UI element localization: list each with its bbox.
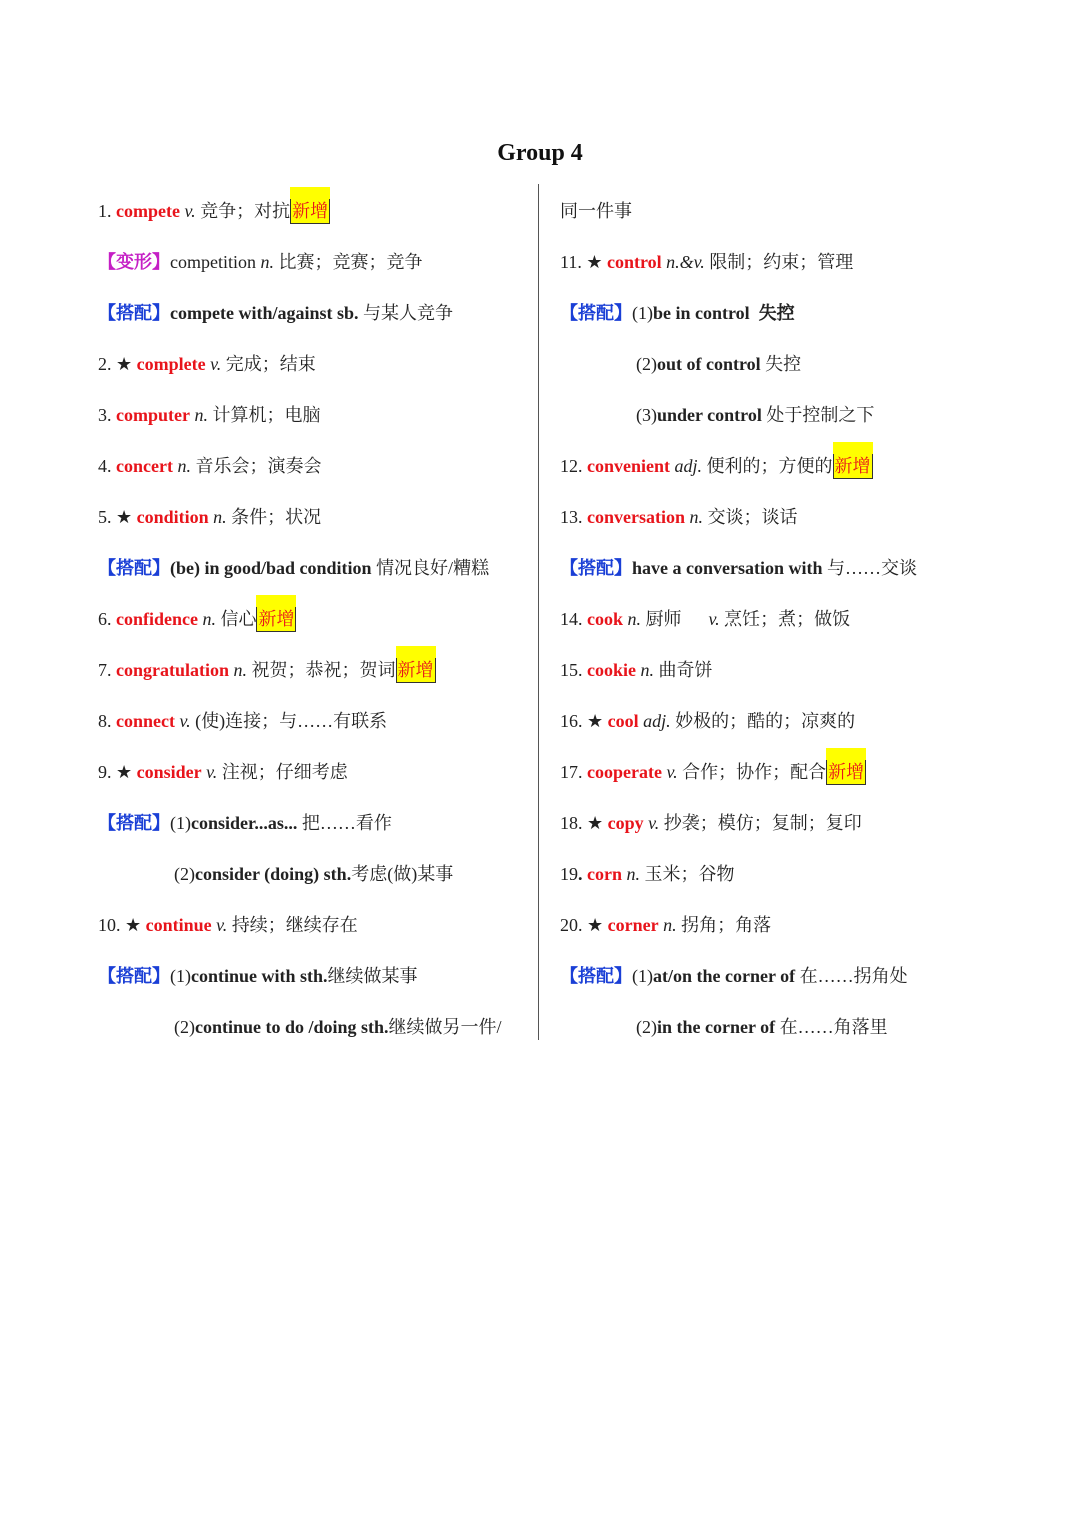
- phrase: in the corner of: [657, 1017, 776, 1037]
- item-prefix: (1): [632, 303, 653, 323]
- star-icon: ★: [125, 915, 146, 935]
- entry-condition: [98, 496, 528, 547]
- entry-number: 17.: [560, 762, 587, 782]
- entry-consider: [98, 751, 528, 802]
- definition: 继续做另一件/: [388, 1017, 502, 1037]
- definition: 失控: [758, 303, 795, 323]
- definition: 信心: [215, 609, 257, 629]
- page-title: Group 4: [497, 140, 583, 166]
- entry-number: 13.: [560, 507, 587, 527]
- headword: cooperate: [587, 762, 662, 782]
- entry-number: 3.: [98, 405, 116, 425]
- phrase: continue with sth.: [191, 966, 328, 986]
- collocation-in-control: [560, 292, 1040, 343]
- collocation-at-corner: [560, 955, 1040, 1006]
- entry-concert: [98, 445, 528, 496]
- entry-number: 18.: [560, 813, 587, 833]
- part-of-speech: n.: [233, 660, 248, 680]
- definition: 妙极的；酷的；凉爽的: [670, 711, 856, 731]
- item-prefix: (1): [170, 813, 191, 833]
- definition: 在……角落里: [775, 1017, 888, 1037]
- phrase: at/on the corner of: [653, 966, 796, 986]
- definition: 考虑(做)某事: [351, 864, 454, 884]
- star-icon: ★: [587, 711, 608, 731]
- definition: 曲奇饼: [654, 660, 713, 680]
- entry-corn: [560, 853, 1040, 904]
- definition: 限制；约束；管理: [704, 252, 854, 272]
- entry-convenient: [560, 445, 1040, 496]
- entry-copy: [560, 802, 1040, 853]
- phrase: (be) in good/bad condition: [170, 558, 372, 578]
- star-icon: ★: [116, 354, 137, 374]
- entry-number: 4.: [98, 456, 116, 476]
- entry-computer: [98, 394, 528, 445]
- right-column: [560, 190, 1040, 1057]
- definition: 厨师: [641, 609, 682, 629]
- headword: computer: [116, 405, 190, 425]
- definition: 抄袭；模仿；复制；复印: [659, 813, 862, 833]
- part-of-speech: n.: [663, 915, 677, 935]
- definition: 便利的；方便的: [702, 456, 833, 476]
- definition: 持续；继续存在: [227, 915, 358, 935]
- entry-number: 12.: [560, 456, 587, 476]
- collocation-tag: 【搭配】: [560, 558, 632, 578]
- part-of-speech: n.: [640, 660, 654, 680]
- definition: 合作；协作；配合: [677, 762, 827, 782]
- star-icon: ★: [587, 915, 608, 935]
- headword: condition: [136, 507, 209, 527]
- phrase: under control: [657, 405, 762, 425]
- entry-number: 6.: [98, 609, 116, 629]
- definition: 条件；状况: [226, 507, 322, 527]
- headword: copy: [607, 813, 644, 833]
- collocation-tag: 【搭配】: [98, 813, 170, 833]
- entry-number: 10.: [98, 915, 125, 935]
- part-of-speech: v.: [666, 762, 678, 782]
- definition: 在……拐角处: [795, 966, 908, 986]
- collocation-tag: 【搭配】: [98, 303, 170, 323]
- definition: 计算机；电脑: [207, 405, 321, 425]
- phrase: compete with/against sb.: [170, 303, 359, 323]
- definition: 失控: [760, 354, 802, 374]
- variant-word: competition: [170, 252, 256, 272]
- entry-connect: [98, 700, 528, 751]
- definition-2: 烹饪；煮；做饭: [719, 609, 851, 629]
- part-of-speech: v.: [179, 711, 191, 731]
- headword: cool: [607, 711, 639, 731]
- headword: convenient: [587, 456, 670, 476]
- definition: 玉米；谷物: [640, 864, 735, 884]
- part-of-speech: n.: [627, 609, 641, 629]
- item-prefix: (1): [170, 966, 191, 986]
- definition: 与……交谈: [822, 558, 917, 578]
- phrase: consider (doing) sth.: [195, 864, 352, 884]
- entry-number: 20.: [560, 915, 587, 935]
- headword: conversation: [587, 507, 685, 527]
- entry-control: [560, 241, 1040, 292]
- headword: cook: [587, 609, 623, 629]
- definition: 交谈；谈话: [703, 507, 798, 527]
- part-of-speech: n.&v.: [666, 252, 705, 272]
- part-of-speech: v.: [184, 201, 196, 221]
- collocation-continue-to-do: [98, 1006, 528, 1057]
- part-of-speech: n.: [177, 456, 191, 476]
- collocation-have-conversation: [560, 547, 1040, 598]
- headword: cookie: [587, 660, 636, 680]
- entry-number: 19: [560, 864, 578, 884]
- part-of-speech: v.: [216, 915, 228, 935]
- definition: 继续做某事: [327, 966, 418, 986]
- part-of-speech: adj.: [674, 456, 703, 476]
- column-divider: [538, 184, 539, 1040]
- part-of-speech: v.: [206, 762, 218, 782]
- headword: compete: [116, 201, 180, 221]
- headword: control: [606, 252, 662, 272]
- entry-number: 9.: [98, 762, 116, 782]
- entry-number: 11.: [560, 252, 587, 272]
- new-badge: 新增: [256, 606, 296, 632]
- star-icon: ★: [116, 507, 137, 527]
- entry-corner: [560, 904, 1040, 955]
- headword: corner: [607, 915, 659, 935]
- phrase: continue to do /doing sth.: [195, 1017, 389, 1037]
- entry-number: 2.: [98, 354, 116, 374]
- collocation-tag: 【搭配】: [98, 558, 170, 578]
- headword: complete: [136, 354, 206, 374]
- phrase: be in control: [653, 303, 750, 323]
- entry-conversation: [560, 496, 1040, 547]
- entry-number: 7.: [98, 660, 116, 680]
- definition: 情况良好/糟糕: [371, 558, 490, 578]
- collocation-out-of-control: [560, 343, 1040, 394]
- entry-number: 1.: [98, 201, 116, 221]
- new-badge: 新增: [833, 453, 873, 479]
- number-dot: .: [578, 864, 587, 884]
- item-prefix: (2): [636, 1017, 657, 1037]
- headword: confidence: [116, 609, 198, 629]
- star-icon: ★: [587, 813, 608, 833]
- headword: congratulation: [116, 660, 230, 680]
- collocation-in-condition: [98, 547, 528, 598]
- collocation-tag: 【搭配】: [560, 303, 632, 323]
- part-of-speech: n.: [260, 252, 274, 272]
- item-prefix: (1): [632, 966, 653, 986]
- new-badge: 新增: [290, 198, 330, 224]
- part-of-speech: n.: [213, 507, 227, 527]
- headword: concert: [116, 456, 173, 476]
- headword: connect: [116, 711, 175, 731]
- headword: continue: [145, 915, 212, 935]
- collocation-tag: 【搭配】: [98, 966, 170, 986]
- collocation-consider-as: [98, 802, 528, 853]
- entry-cook: [560, 598, 1040, 649]
- phrase: out of control: [657, 354, 761, 374]
- entry-complete: [98, 343, 528, 394]
- phrase: have a conversation with: [632, 558, 823, 578]
- item-prefix: (3): [636, 405, 657, 425]
- left-column: [98, 190, 528, 1057]
- part-of-speech: v.: [648, 813, 660, 833]
- collocation-continue-with: [98, 955, 528, 1006]
- new-badge: 新增: [396, 657, 436, 683]
- definition: 拐角；角落: [676, 915, 772, 935]
- entry-congratulation: [98, 649, 528, 700]
- star-icon: ★: [116, 762, 137, 782]
- entry-cookie: [560, 649, 1040, 700]
- entry-cool: [560, 700, 1040, 751]
- definition: 与某人竞争: [358, 303, 453, 323]
- definition: 竞争；对抗: [195, 201, 291, 221]
- definition: 同一件事: [560, 201, 632, 221]
- collocation-consider-doing: [98, 853, 528, 904]
- variant-competition: [98, 241, 528, 292]
- definition: 处于控制之下: [761, 405, 875, 425]
- collocation-tag: 【搭配】: [560, 966, 632, 986]
- part-of-speech: n.: [689, 507, 703, 527]
- phrase: consider...as...: [191, 813, 298, 833]
- entry-number: 14.: [560, 609, 587, 629]
- collocation-under-control: [560, 394, 1040, 445]
- definition: 完成；结束: [221, 354, 316, 374]
- item-prefix: (2): [174, 1017, 195, 1037]
- part-of-speech: v.: [210, 354, 222, 374]
- definition: 注视；仔细考虑: [217, 762, 348, 782]
- definition: 比赛；竞赛；竞争: [273, 252, 423, 272]
- definition: (使)连接；与……有联系: [190, 711, 388, 731]
- entry-continue: [98, 904, 528, 955]
- variant-tag: 【变形】: [98, 252, 170, 272]
- entry-cooperate: [560, 751, 1040, 802]
- headword: corn: [587, 864, 622, 884]
- definition: 把……看作: [297, 813, 392, 833]
- part-of-speech: adj.: [643, 711, 671, 731]
- definition: 祝贺；恭祝；贺词: [247, 660, 396, 680]
- item-prefix: (2): [174, 864, 195, 884]
- entry-number: 15.: [560, 660, 587, 680]
- continuation-line: [560, 190, 1040, 241]
- new-badge: 新增: [826, 759, 866, 785]
- entry-compete: [98, 190, 528, 241]
- collocation-in-corner: [560, 1006, 1040, 1057]
- entry-number: 5.: [98, 507, 116, 527]
- part-of-speech-2: v.: [708, 609, 720, 629]
- part-of-speech: n.: [202, 609, 216, 629]
- item-prefix: (2): [636, 354, 657, 374]
- star-icon: ★: [586, 252, 607, 272]
- collocation-compete-with: [98, 292, 528, 343]
- headword: consider: [136, 762, 202, 782]
- part-of-speech: n.: [626, 864, 640, 884]
- entry-confidence: [98, 598, 528, 649]
- definition: 音乐会；演奏会: [190, 456, 322, 476]
- entry-number: 16.: [560, 711, 587, 731]
- part-of-speech: n.: [194, 405, 208, 425]
- entry-number: 8.: [98, 711, 116, 731]
